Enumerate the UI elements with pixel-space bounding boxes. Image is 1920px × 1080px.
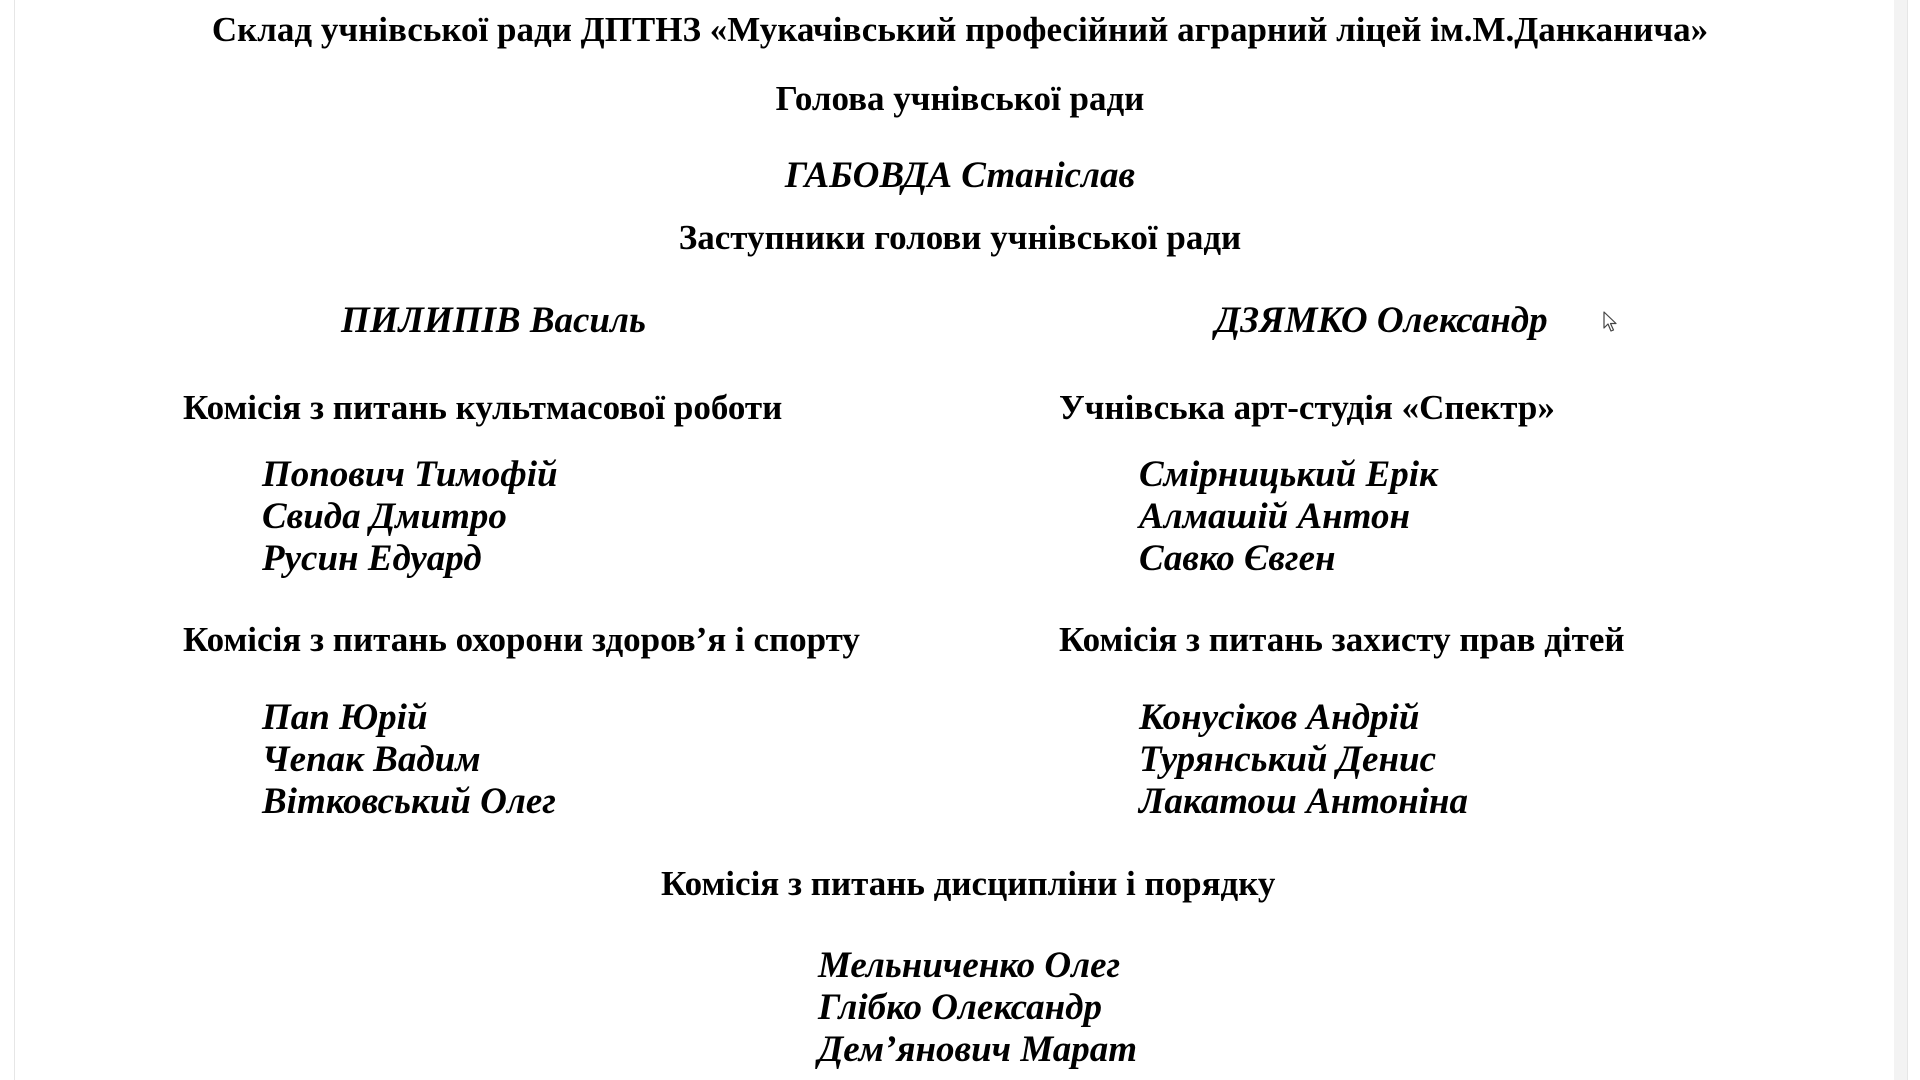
deputy-name: ПИЛИПІВ Василь xyxy=(341,300,646,341)
member-name: Свида Дмитро xyxy=(262,496,507,537)
commission-title: Комісія з питань дисципліни і порядку xyxy=(661,864,1276,903)
head-heading: Голова учнівської ради xyxy=(775,79,1145,118)
commission-title: Учнівська арт-студія «Спектр» xyxy=(1059,388,1555,427)
member-name: Дем’янович Марат xyxy=(818,1029,1137,1070)
commission-members xyxy=(262,454,558,580)
member-name: Пап Юрій xyxy=(262,697,428,738)
member-name: Алмашій Антон xyxy=(1139,496,1410,537)
member-name: Лакатош Антоніна xyxy=(1139,781,1468,822)
member-name: Русин Едуард xyxy=(262,538,482,579)
deputies-heading: Заступники голови учнівської ради xyxy=(678,218,1242,257)
head-name: ГАБОВДА Станіслав xyxy=(784,155,1136,196)
mouse-pointer-icon xyxy=(1603,311,1617,333)
member-name: Глібко Олександр xyxy=(818,987,1103,1028)
member-name: Смірницький Ерік xyxy=(1139,454,1438,495)
commission-title: Комісія з питань охорони здоров’я і спорту xyxy=(183,620,860,659)
commission-members xyxy=(1139,697,1468,823)
commission-title: Комісія з питань захисту прав дітей xyxy=(1059,620,1625,659)
member-name: Вітковський Олег xyxy=(262,781,556,822)
commission-members xyxy=(262,697,556,823)
member-name: Мельниченко Олег xyxy=(818,945,1121,986)
member-name: Савко Євген xyxy=(1139,538,1336,579)
member-name: Попович Тимофій xyxy=(262,454,558,495)
member-name: Чепак Вадим xyxy=(262,739,481,780)
commission-members xyxy=(818,945,1137,1071)
commission-title: Комісія з питань культмасової роботи xyxy=(183,388,783,427)
member-name: Турянський Денис xyxy=(1139,739,1436,780)
commission-members xyxy=(1139,454,1438,580)
deputy-name: ДЗЯМКО Олександр xyxy=(1215,300,1548,341)
document-title: Склад учнівської ради ДПТНЗ «Мукачівський професійний аграрний ліцей ім.М.Данканича» xyxy=(211,10,1709,49)
member-name: Конусіков Андрій xyxy=(1139,697,1420,738)
